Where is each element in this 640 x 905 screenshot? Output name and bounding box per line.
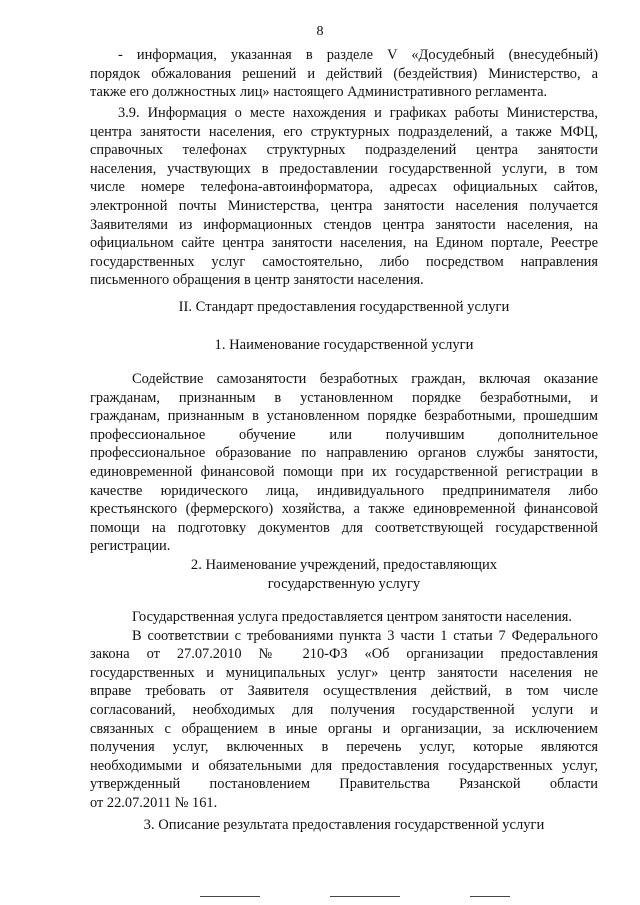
text-line: крестьянского (фермерского) хозяйства, а также единовременной финансовой [90, 501, 598, 518]
text-line: Государственная услуга предоставляется центром занятости населения. [132, 609, 573, 625]
section-heading-ii: II. Стандарт предоставления государственной услуги [178, 299, 510, 315]
text-line: гражданам, признанным в установленном порядке безработными, прошедшим [90, 408, 598, 425]
text-line: от 22.07.2011 № 161. [90, 794, 218, 811]
text-line: государственных и муниципальных услуг» центр занятости населения не [90, 664, 598, 681]
text-line: порядок обжалования решений и действий (бездействия) Министерство, а [90, 65, 598, 82]
text-line: профессиональное обучение или получившим дополнительное [90, 426, 598, 443]
paragraph-3-9 [90, 104, 598, 290]
subsection-heading-3: 3. Описание результата предоставления государственной услуги [143, 817, 545, 833]
paragraph-info-section-v [90, 46, 598, 102]
scan-edge-line [470, 896, 510, 897]
subsection-heading-1: 1. Наименование государственной услуги [214, 337, 474, 353]
scan-edge-line [330, 896, 400, 897]
scan-edge-line [200, 896, 260, 897]
text-line: Заявителями из информационных стендов центра занятости населения, на [90, 216, 598, 233]
text-line: письменного обращения в центр занятости населения. [90, 272, 424, 289]
text-line: также его должностных лиц» настоящего Административного регламента. [90, 84, 548, 101]
text-line: центра занятости населения, его структурных подразделений, а также МФЦ, [90, 123, 598, 140]
text-line: помощи на подготовку документов для соответствующей государственной [90, 519, 598, 536]
text-line: связанных с обращением в иные органы и организации, за исключением [90, 720, 598, 737]
paragraph-providing-institution [90, 608, 598, 813]
text-line: государственных услуг самостоятельно, либо посредством направления [90, 253, 598, 270]
text-line: регистрации. [90, 538, 171, 555]
text-line: Содействие самозанятости безработных граждан, включая оказание [132, 371, 598, 387]
text-line: получения услуг, включенных в перечень услуг, которые являются [90, 739, 598, 756]
text-line: гражданам, признанным в установленном порядке безработными, и [90, 389, 598, 406]
paragraph-service-name [90, 370, 598, 556]
text-line: единовременной финансовой помощи при их государственной регистрации в [90, 463, 598, 480]
text-line: согласований, необходимых для получения государственной услуги и [90, 701, 598, 718]
text-line: необходимыми и обязательными для предоставления государственных услуг, [90, 757, 598, 774]
text-line: утвержденный постановлением Правительства Рязанской области [90, 776, 598, 793]
subsection-heading-2-line2: государственную услугу [267, 575, 421, 592]
text-line: закона от 27.07.2010 № 210-ФЗ «Об организации предоставления [90, 646, 598, 663]
text-line: - информация, указанная в разделе V «Досудебный (внесудебный) [118, 47, 598, 63]
text-line: официальном сайте центра занятости населения, на Едином портале, Реестре [90, 235, 598, 252]
text-line: электронной почты Министерства, центра занятости населения получается [90, 197, 598, 214]
text-line: качестве юридического лица, индивидуального предпринимателя либо [90, 482, 598, 499]
text-line: вправе требовать от Заявителя осуществления действий, в том числе [90, 683, 598, 700]
text-line: профессиональное образование по направлению органов службы занятости, [90, 445, 598, 462]
subsection-heading-2 [90, 556, 598, 593]
text-line: В соответствии с требованиями пункта 3 части 1 статьи 7 Федерального [132, 627, 598, 644]
subsection-heading-2-line1: 2. Наименование учреждений, предоставляющих [190, 557, 498, 573]
text-line: справочных телефонах структурных подразделений центра занятости [90, 142, 598, 159]
text-line: населения, участвующих в предоставлении государственной услуги, в том [90, 160, 598, 177]
text-line: 3.9. Информация о месте нахождения и графиках работы Министерства, [118, 105, 598, 121]
text-line: числе номере телефона-автоинформатора, адресах официальных сайтов, [90, 179, 598, 196]
page-number: 8 [316, 24, 324, 39]
